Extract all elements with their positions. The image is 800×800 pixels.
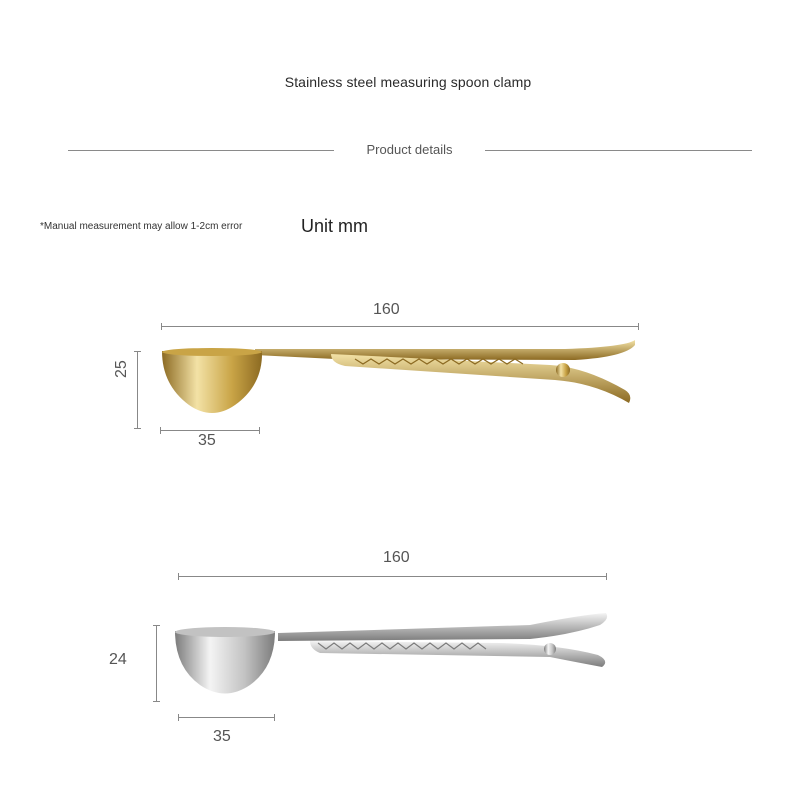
- measurement-note: *Manual measurement may allow 1-2cm error: [40, 221, 243, 232]
- section-header: [68, 141, 752, 161]
- silver-length-line: [178, 576, 607, 577]
- section-divider-left: [68, 150, 334, 151]
- gold-width-label: 35: [198, 432, 216, 449]
- gold-height-tick-bottom: [134, 428, 141, 429]
- silver-height-tick-bottom: [153, 701, 160, 702]
- silver-width-line: [178, 717, 275, 718]
- unit-label: Unit mm: [301, 216, 368, 236]
- silver-height-line: [156, 625, 157, 702]
- gold-height-tick-top: [134, 351, 141, 352]
- section-label: Product details: [366, 142, 453, 157]
- silver-height-label: 24: [109, 651, 127, 668]
- gold-height-line: [137, 351, 138, 429]
- gold-length-label: 160: [373, 301, 400, 318]
- gold-width-tick-left: [160, 427, 161, 434]
- silver-length-label: 160: [383, 549, 410, 566]
- silver-height-tick-top: [153, 625, 160, 626]
- gold-width-tick-right: [259, 427, 260, 434]
- gold-width-line: [160, 430, 260, 431]
- gold-spoon-image: [155, 335, 645, 425]
- section-divider-right: [485, 150, 752, 151]
- product-title: Stainless steel measuring spoon clamp: [284, 74, 532, 90]
- silver-width-tick-right: [274, 714, 275, 721]
- silver-length-tick-left: [178, 573, 179, 580]
- gold-length-line: [161, 326, 639, 327]
- gold-height-label: 25: [113, 360, 130, 378]
- silver-spoon-image: [170, 605, 615, 705]
- gold-length-tick-right: [638, 323, 639, 330]
- silver-width-label: 35: [213, 728, 231, 745]
- silver-length-tick-right: [606, 573, 607, 580]
- silver-width-tick-left: [178, 714, 179, 721]
- gold-length-tick-left: [161, 323, 162, 330]
